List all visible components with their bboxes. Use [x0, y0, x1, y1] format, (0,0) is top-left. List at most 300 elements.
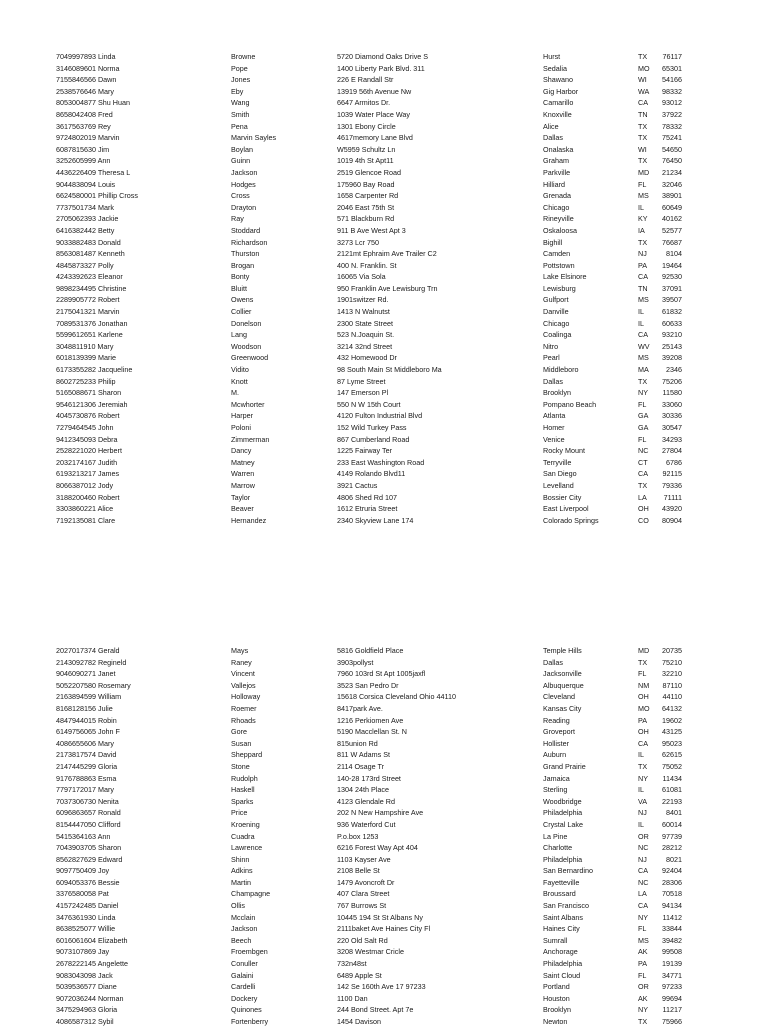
record-phone-first-name: 8563081487 Kenneth [56, 249, 125, 259]
record-phone-first-name: 6096863657 Ronald [56, 808, 121, 818]
record-phone-first-name: 8154447050 Clifford [56, 819, 121, 829]
record-city: San Diego [543, 469, 577, 479]
record-row [56, 352, 686, 364]
record-list-2 [56, 645, 686, 1028]
record-phone-first-name: 8658042408 Fred [56, 109, 113, 119]
record-row [56, 515, 686, 527]
record-last-name: Beaver [231, 504, 254, 514]
record-state: TX [638, 761, 648, 771]
record-last-name: Dancy [231, 446, 252, 456]
record-state: MS [638, 935, 649, 945]
record-row [56, 190, 686, 202]
record-list-1 [56, 51, 686, 526]
record-row [56, 86, 686, 98]
record-city: Alice [543, 121, 559, 131]
record-address: 936 Waterford Cut [337, 819, 396, 829]
record-state: OR [638, 982, 649, 992]
record-zip: 76450 [662, 156, 682, 166]
record-city: Crystal Lake [543, 819, 583, 829]
record-address: 175960 Bay Road [337, 179, 395, 189]
record-zip: 11217 [662, 1005, 682, 1015]
record-row [56, 1004, 686, 1016]
record-zip: 78332 [662, 121, 682, 131]
record-phone-first-name: 9898234495 Christine [56, 283, 127, 293]
record-row [56, 318, 686, 330]
record-city: Philadelphia [543, 854, 583, 864]
record-state: FL [638, 669, 647, 679]
record-zip: 54650 [662, 144, 682, 154]
record-state: OH [638, 727, 649, 737]
record-address: 147 Emerson Pl [337, 388, 389, 398]
record-last-name: Susan [231, 738, 252, 748]
record-address: 4123 Glendale Rd [337, 796, 395, 806]
record-row [56, 981, 686, 993]
record-phone-first-name: 5165088671 Sharon [56, 388, 122, 398]
record-state: TX [638, 52, 648, 61]
record-zip: 34293 [662, 434, 682, 444]
record-last-name: Poloni [231, 423, 251, 432]
record-address: 1039 Water Place Way [337, 109, 410, 119]
record-last-name: Woodson [231, 341, 262, 351]
record-phone-first-name: 9033882483 Donald [56, 237, 121, 247]
record-phone-first-name: 3303860221 Alice [56, 504, 114, 514]
record-last-name: Collier [231, 307, 252, 317]
record-phone-first-name: 5039536577 Diane [56, 982, 117, 992]
record-row [56, 923, 686, 935]
record-last-name: Eby [231, 86, 244, 96]
record-city: Dallas [543, 133, 563, 143]
record-last-name: Taylor [231, 492, 251, 502]
record-state: NY [638, 1005, 648, 1015]
record-last-name: Guinn [231, 156, 251, 166]
record-phone-first-name: 2175041321 Marvin [56, 307, 120, 317]
record-phone-first-name: 4845873327 Polly [56, 260, 114, 270]
record-city: Gulfport [543, 295, 569, 305]
record-row [56, 237, 686, 249]
record-last-name: Pope [231, 63, 248, 73]
record-city: Camden [543, 249, 571, 259]
record-phone-first-name: 3617563769 Rey [56, 121, 111, 131]
record-last-name: Shinn [231, 854, 250, 864]
record-state: KY [638, 214, 648, 224]
record-state: CA [638, 272, 648, 282]
record-city: Sterling [543, 785, 568, 795]
record-row [56, 842, 686, 854]
record-state: NY [638, 912, 648, 922]
record-state: LA [638, 492, 647, 502]
record-city: Saint Cloud [543, 970, 581, 980]
record-state: OR [638, 831, 649, 841]
record-last-name: Mcclain [231, 912, 256, 922]
record-phone-first-name: 4436226409 Theresa L [56, 167, 131, 177]
record-address: 10445 194 St St Albans Ny [337, 912, 423, 922]
record-city: Jacksonville [543, 669, 582, 679]
record-state: WI [638, 144, 647, 154]
record-last-name: Gore [231, 727, 247, 737]
record-city: Houston [543, 993, 570, 1003]
record-row [56, 179, 686, 191]
record-address: 815union Rd [337, 738, 378, 748]
record-row [56, 364, 686, 376]
record-row [56, 434, 686, 446]
record-last-name: Jackson [231, 924, 258, 934]
record-zip: 39482 [662, 935, 682, 945]
record-row [56, 457, 686, 469]
record-city: Dallas [543, 376, 563, 386]
record-state: TN [638, 109, 648, 119]
record-address: 2114 Osage Tr [337, 761, 385, 771]
record-city: Philadelphia [543, 959, 583, 969]
record-zip: 22193 [662, 796, 682, 806]
record-state: CA [638, 469, 648, 479]
record-address: 3273 Lcr 750 [337, 237, 379, 247]
record-zip: 71111 [663, 492, 682, 502]
record-city: Anchorage [543, 947, 578, 957]
record-phone-first-name: 2163894599 William [56, 692, 122, 702]
record-last-name: Conuller [231, 959, 258, 969]
record-address: 400 N. Franklin. St [337, 260, 397, 270]
record-address: 1413 N Walnutst [337, 307, 390, 317]
record-phone-first-name: 2147445299 Gloria [56, 761, 118, 771]
record-last-name: Donelson [231, 318, 262, 328]
record-zip: 92115 [662, 469, 682, 479]
record-zip: 61081 [662, 785, 682, 795]
record-zip: 28306 [662, 877, 682, 887]
record-row [56, 422, 686, 434]
record-row [56, 213, 686, 225]
record-zip: 97739 [662, 831, 682, 841]
record-zip: 8021 [666, 854, 682, 864]
record-city: Danville [543, 307, 569, 317]
record-address: 767 Burrows St [337, 901, 387, 911]
record-last-name: Cross [231, 191, 250, 201]
record-last-name: Haskell [231, 785, 255, 795]
record-phone-first-name: 3146089601 Norma [56, 63, 120, 73]
record-zip: 11580 [662, 388, 682, 398]
record-last-name: Hodges [231, 179, 256, 189]
record-row [56, 831, 686, 843]
record-city: Venice [543, 434, 565, 444]
record-last-name: Sheppard [231, 750, 263, 760]
record-state: PA [638, 959, 648, 969]
record-city: Groveport [543, 727, 575, 737]
record-state: MO [638, 703, 650, 713]
record-phone-first-name: 2705062393 Jackie [56, 214, 119, 224]
record-address: 13919 56th Avenue Nw [337, 86, 412, 96]
record-city: Coalinga [543, 330, 572, 340]
record-city: Pompano Beach [543, 399, 597, 409]
record-row [56, 645, 686, 657]
record-city: Hollister [543, 738, 569, 748]
record-city: Dallas [543, 657, 563, 667]
record-zip: 30336 [662, 411, 682, 421]
record-state: IL [638, 307, 644, 317]
record-address: 142 Se 160th Ave 17 97233 [337, 982, 426, 992]
record-address: 4617memory Lane Blvd [337, 133, 413, 143]
record-zip: 43125 [662, 727, 682, 737]
record-zip: 75210 [662, 657, 682, 667]
record-last-name: Marvin Sayles [231, 133, 277, 143]
record-row [56, 761, 686, 773]
record-row [56, 993, 686, 1005]
record-zip: 99508 [662, 947, 682, 957]
record-address: 226 E Randall Str [337, 75, 394, 85]
record-row [56, 888, 686, 900]
record-row [56, 900, 686, 912]
record-city: Levelland [543, 480, 574, 490]
record-address: 732n48st [337, 959, 367, 969]
record-last-name: Roemer [231, 703, 257, 713]
record-zip: 19139 [662, 959, 682, 969]
record-phone-first-name: 6149756065 John F [56, 727, 120, 737]
record-phone-first-name: 8168128156 Julie [56, 703, 113, 713]
record-row [56, 144, 686, 156]
record-address: 550 N W 15th Court [337, 399, 401, 409]
record-row [56, 749, 686, 761]
record-phone-first-name: 5052207580 Rosemary [56, 680, 131, 690]
record-state: TX [638, 657, 648, 667]
record-city: Brooklyn [543, 388, 571, 398]
record-phone-first-name: 5415364163 Ann [56, 831, 111, 841]
record-state: IL [638, 819, 644, 829]
record-address: W5959 Schultz Ln [337, 144, 396, 154]
record-city: Bossier City [543, 492, 582, 502]
record-phone-first-name: 3188200460 Robert [56, 492, 120, 502]
record-address: 7960 103rd St Apt 1005jaxfl [337, 669, 426, 679]
record-phone-first-name: 9044838094 Louis [56, 179, 116, 189]
record-address: 3208 Westmar Cricle [337, 947, 404, 957]
record-state: NJ [638, 808, 647, 818]
record-zip: 38901 [662, 191, 682, 201]
record-last-name: Vincent [231, 669, 255, 679]
record-row [56, 376, 686, 388]
record-phone-first-name: 2032174167 Judith [56, 457, 118, 467]
record-city: Albuquerque [543, 680, 584, 690]
record-zip: 44110 [662, 692, 682, 702]
record-state: TX [638, 376, 648, 386]
record-last-name: Froembgen [231, 947, 268, 957]
record-phone-first-name: 2143092782 Regineld [56, 657, 127, 667]
record-address: 1225 Fairway Ter [337, 446, 392, 456]
record-address: 8417park Ave. [337, 703, 383, 713]
record-state: CO [638, 515, 649, 525]
record-row [56, 657, 686, 669]
record-zip: 94134 [662, 901, 682, 911]
record-zip: 32210 [662, 669, 682, 679]
record-address: 16065 Via Sola [337, 272, 386, 282]
record-address: 2121mt Ephraim Ave Trailer C2 [337, 249, 437, 259]
record-row [56, 503, 686, 515]
record-city: Knoxville [543, 109, 572, 119]
record-state: VA [638, 796, 648, 806]
record-city: Chicago [543, 202, 570, 212]
record-state: MD [638, 167, 650, 177]
record-phone-first-name: 7279464545 John [56, 423, 114, 432]
record-phone-first-name: 2289905772 Robert [56, 295, 120, 305]
record-address: 3214 32nd Street [337, 341, 393, 351]
record-last-name: Adkins [231, 866, 253, 876]
record-city: Lake Elsinore [543, 272, 587, 282]
record-phone-first-name: 7797172017 Mary [56, 785, 114, 795]
record-row [56, 97, 686, 109]
record-last-name: Lang [231, 330, 247, 340]
record-phone-first-name: 3048811910 Mary [56, 341, 114, 351]
record-phone-first-name: 2528221020 Herbert [56, 446, 122, 456]
record-address: 1301 Ebony Circle [337, 121, 396, 131]
record-last-name: M. [231, 388, 239, 398]
record-city: Gig Harbor [543, 86, 579, 96]
record-zip: 75966 [662, 1017, 682, 1026]
record-state: MS [638, 295, 649, 305]
record-last-name: Thurston [231, 249, 260, 259]
record-city: Lewisburg [543, 283, 576, 293]
record-last-name: Champagne [231, 889, 271, 899]
record-last-name: Vallejos [231, 680, 256, 690]
record-address: 867 Cumberland Road [337, 434, 410, 444]
record-state: CT [638, 457, 648, 467]
record-phone-first-name: 6087815630 Jim [56, 144, 110, 154]
record-phone-first-name: 5599612651 Karlene [56, 330, 123, 340]
record-city: La Pine [543, 831, 568, 841]
record-zip: 52577 [662, 225, 682, 235]
record-zip: 76117 [662, 52, 682, 61]
record-state: FL [638, 924, 647, 934]
record-phone-first-name: 7089531376 Jonathan [56, 318, 128, 328]
record-row [56, 773, 686, 785]
record-row [56, 329, 686, 341]
record-phone-first-name: 6416382442 Betty [56, 225, 115, 235]
record-address: 4120 Fulton Industrial Blvd [337, 411, 423, 421]
record-zip: 33060 [662, 399, 682, 409]
record-last-name: Owens [231, 295, 254, 305]
record-row [56, 1016, 686, 1028]
record-phone-first-name: 2027017374 Gerald [56, 646, 120, 655]
record-phone-first-name: 7737501734 Mark [56, 202, 114, 212]
record-last-name: Knott [231, 376, 248, 386]
record-city: Cleveland [543, 692, 575, 702]
record-state: NY [638, 388, 648, 398]
record-phone-first-name: 7155846566 Dawn [56, 75, 117, 85]
record-zip: 6786 [666, 457, 682, 467]
record-phone-first-name: 4157242485 Daniel [56, 901, 119, 911]
record-address: 5816 Goldfield Place [337, 646, 404, 655]
record-last-name: Mcwhorter [231, 399, 265, 409]
record-address: 2519 Glencoe Road [337, 167, 401, 177]
record-state: IL [638, 785, 644, 795]
record-zip: 8401 [666, 808, 682, 818]
record-state: IL [638, 750, 644, 760]
record-address: 87 Lyme Street [337, 376, 386, 386]
record-address: 244 Bond Street. Apt 7e [337, 1005, 414, 1015]
record-last-name: Quinones [231, 1005, 262, 1015]
record-row [56, 399, 686, 411]
record-phone-first-name: 8602725233 Philip [56, 376, 116, 386]
record-address: 2046 East 75th St [337, 202, 395, 212]
record-city: Graham [543, 156, 569, 166]
record-city: Grenada [543, 191, 571, 201]
record-zip: 33844 [662, 924, 682, 934]
record-zip: 80904 [662, 515, 682, 525]
record-zip: 79336 [662, 480, 682, 490]
record-zip: 70518 [662, 889, 682, 899]
record-city: Kansas City [543, 703, 582, 713]
record-zip: 75052 [662, 761, 682, 771]
record-row [56, 492, 686, 504]
record-address: 3921 Cactus [337, 480, 378, 490]
record-state: NJ [638, 854, 647, 864]
record-phone-first-name: 9072036244 Norman [56, 993, 124, 1003]
record-city: Auburn [543, 750, 567, 760]
record-row [56, 225, 686, 237]
record-row [56, 480, 686, 492]
record-last-name: Ray [231, 214, 244, 224]
record-zip: 95023 [662, 738, 682, 748]
record-state: NC [638, 446, 649, 456]
record-city: Fayetteville [543, 877, 580, 887]
record-address: 3523 San Pedro Dr [337, 680, 399, 690]
record-row [56, 819, 686, 831]
record-address: 1019 4th St Apt11 [337, 156, 394, 166]
record-city: Nitro [543, 341, 559, 351]
record-row [56, 283, 686, 295]
record-phone-first-name: 8066387012 Jody [56, 480, 114, 490]
record-state: MO [638, 63, 650, 73]
record-row [56, 260, 686, 272]
record-zip: 19602 [662, 715, 682, 725]
record-last-name: Hernandez [231, 515, 267, 525]
record-phone-first-name: 4243392623 Eleanor [56, 272, 123, 282]
record-phone-first-name: 7049997893 Linda [56, 52, 116, 61]
record-address: 1304 24th Place [337, 785, 389, 795]
record-zip: 64132 [662, 703, 682, 713]
record-state: TN [638, 283, 648, 293]
record-phone-first-name: 9546121306 Jeremiah [56, 399, 128, 409]
record-zip: 92530 [662, 272, 682, 282]
record-phone-first-name: 4847944015 Robin [56, 715, 117, 725]
record-state: OH [638, 692, 649, 702]
record-last-name: Wang [231, 98, 250, 108]
record-address: 950 Franklin Ave Lewisburg Trn [337, 283, 438, 293]
record-zip: 39208 [662, 353, 682, 363]
record-address: 140-28 173rd Street [337, 773, 401, 783]
record-zip: 40162 [662, 214, 682, 224]
record-phone-first-name: 2538576646 Mary [56, 86, 114, 96]
record-zip: 21234 [662, 167, 682, 177]
record-state: WA [638, 86, 650, 96]
record-address: 220 Old Salt Rd [337, 935, 388, 945]
record-state: FL [638, 434, 647, 444]
record-address: 1479 Avoncroft Dr [337, 877, 395, 887]
record-address: 4806 Shed Rd 107 [337, 492, 397, 502]
record-phone-first-name: 9046090271 Janet [56, 669, 116, 679]
record-phone-first-name: 9097750409 Joy [56, 866, 110, 876]
record-last-name: Drayton [231, 202, 257, 212]
record-city: Atlanta [543, 411, 566, 421]
record-row [56, 387, 686, 399]
record-address: 1400 Liberty Park Blvd. 311 [337, 63, 425, 73]
record-state: PA [638, 715, 648, 725]
record-last-name: Dockery [231, 993, 258, 1003]
record-row [56, 912, 686, 924]
record-last-name: Richardson [231, 237, 268, 247]
record-city: Reading [543, 715, 570, 725]
record-state: MS [638, 191, 649, 201]
record-last-name: Mays [231, 646, 249, 655]
record-state: LA [638, 889, 647, 899]
record-row [56, 271, 686, 283]
record-address: 1612 Etruria Street [337, 504, 398, 514]
record-state: NJ [638, 249, 647, 259]
